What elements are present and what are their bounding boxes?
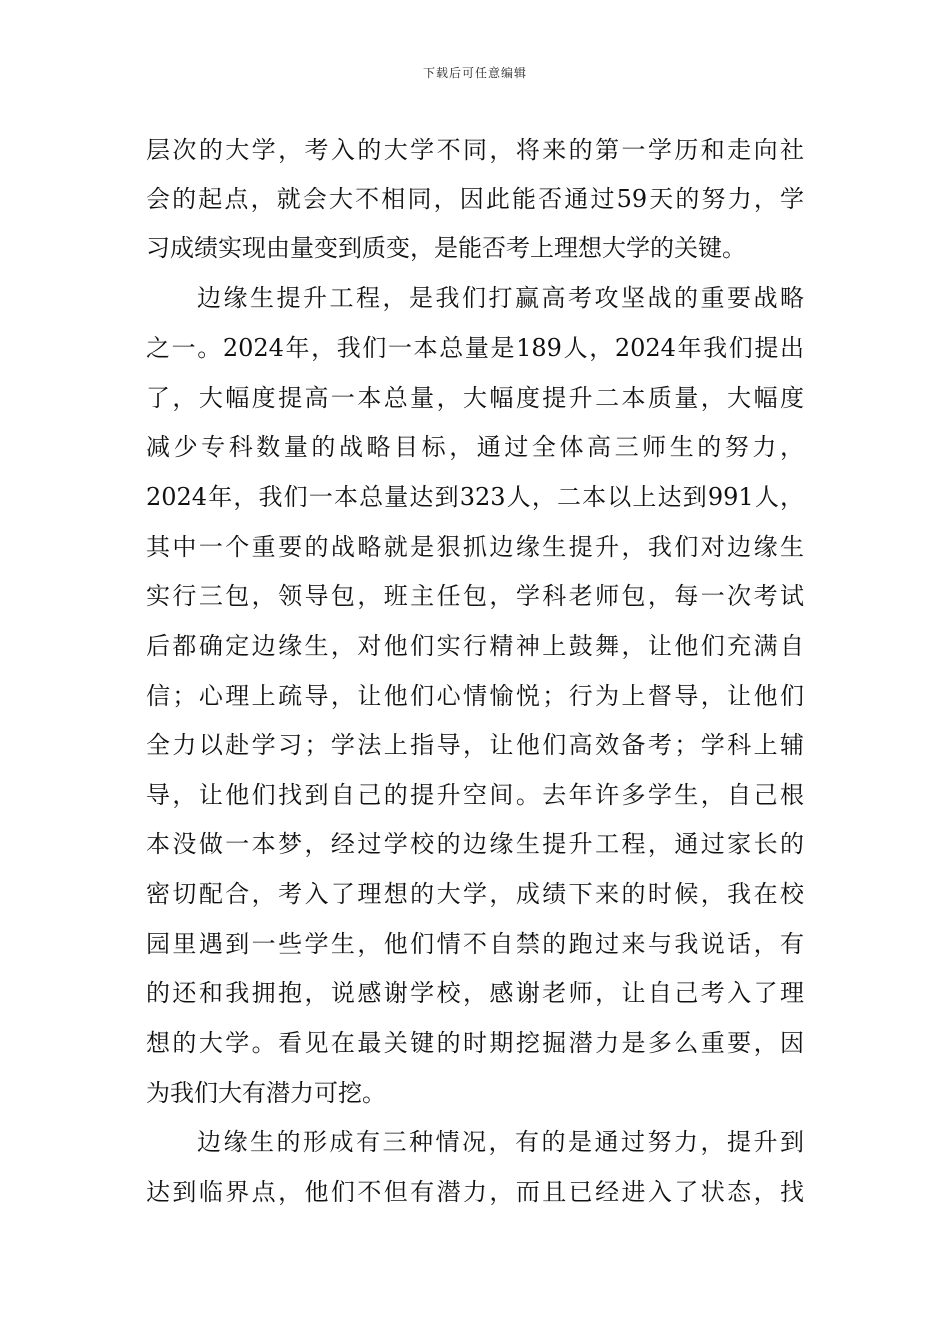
text-line: 信；心理上疏导，让他们心情愉悦；行为上督导，让他们 (146, 682, 804, 710)
text-line: 后都确定边缘生，对他们实行精神上鼓舞，让他们充满自 (146, 632, 804, 660)
text-line: 的还和我拥抱，说感谢学校，感谢老师，让自己考入了理 (146, 979, 804, 1007)
paragraph-first-line: 边缘生的形成有三种情况，有的是通过努力，提升到 (197, 1128, 804, 1156)
text-line: 其中一个重要的战略就是狠抓边缘生提升，我们对边缘生 (146, 533, 804, 561)
text-line: 实行三包，领导包，班主任包，学科老师包，每一次考试 (146, 582, 804, 610)
page-header: 下载后可任意编辑 (422, 66, 527, 80)
text-line: 园里遇到一些学生，他们情不自禁的跑过来与我说话，有 (146, 930, 804, 958)
text-line: 想的大学。看见在最关键的时期挖掘潜力是多么重要，因 (146, 1029, 804, 1057)
text-line: 之一。2024年，我们一本总量是189人，2024年我们提出 (146, 334, 804, 362)
text-line: 全力以赴学习；学法上指导，让他们高效备考；学科上辅 (146, 731, 804, 759)
text-line: 减少专科数量的战略目标，通过全体高三师生的努力， (146, 433, 804, 461)
text-line: 习成绩实现由量变到质变，是能否考上理想大学的关键。 (146, 234, 746, 262)
text-line: 2024年，我们一本总量达到323人，二本以上达到991人， (146, 483, 804, 511)
text-line: 达到临界点，他们不但有潜力，而且已经进入了状态，找 (146, 1178, 804, 1206)
text-line: 导，让他们找到自己的提升空间。去年许多学生，自己根 (146, 781, 804, 809)
text-line: 密切配合，考入了理想的大学，成绩下来的时候，我在校 (146, 880, 804, 908)
text-line: 本没做一本梦，经过学校的边缘生提升工程，通过家长的 (146, 830, 804, 858)
text-line: 层次的大学，考入的大学不同，将来的第一学历和走向社 (146, 136, 804, 164)
paragraph-first-line: 边缘生提升工程，是我们打赢高考攻坚战的重要战略 (197, 284, 804, 312)
text-line: 会的起点，就会大不相同，因此能否通过59天的努力，学 (146, 185, 804, 213)
text-line: 为我们大有潜力可挖。 (146, 1079, 386, 1107)
text-line: 了，大幅度提高一本总量，大幅度提升二本质量，大幅度 (146, 384, 804, 412)
